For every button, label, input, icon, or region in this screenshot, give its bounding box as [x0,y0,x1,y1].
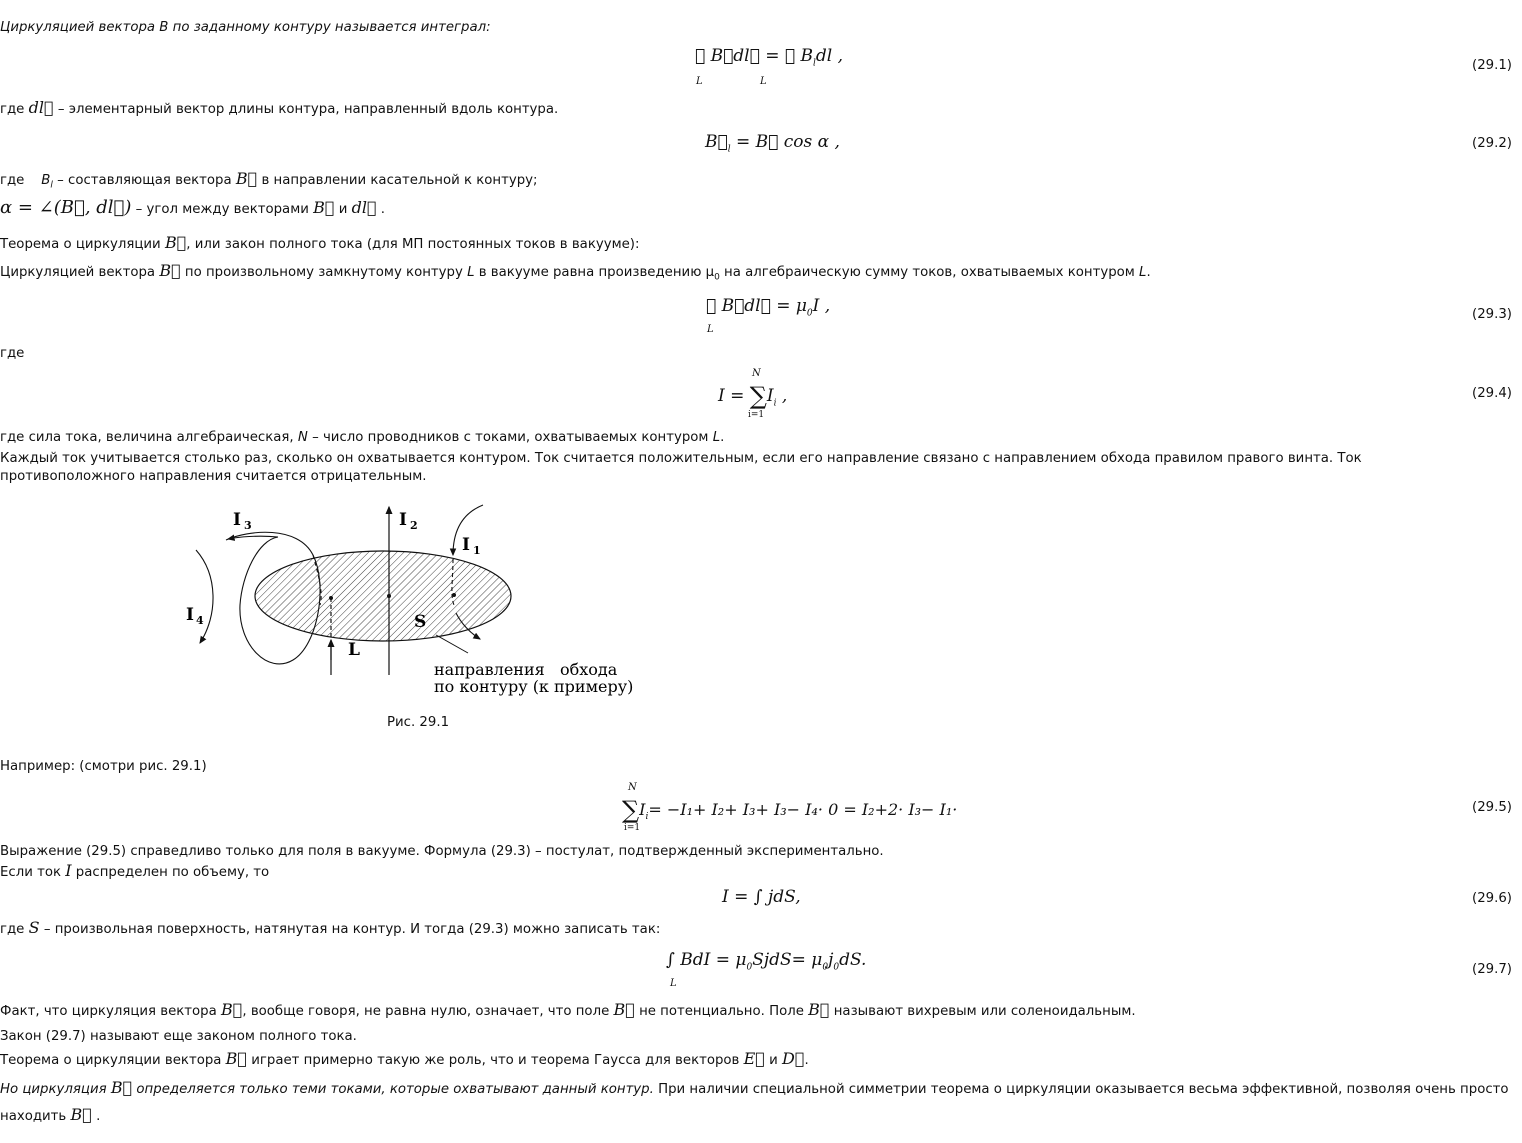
eq-number-29-5: (29.5) [1472,800,1512,815]
equation-29-5: $\sum I_i= -I_1+ I_2+ I_3+ I_3- I_4\cdot 0 = I_2+2\cdot I_3- I_1\cdot$ [622,796,958,824]
figure-29-1 [178,495,648,705]
bl-definition-line: где $B_l$ – составляющая вектора B⃗ в направлении касательной к контуру; [0,169,538,191]
equation-29-4-bottom: i=1 [748,410,765,420]
direction-label-2: по контуру (к примеру) [434,677,634,696]
find-b-line: находить B⃗ . [0,1105,101,1124]
circulation-note-line: Но циркуляция B⃗ определяется только теми токами, которые охватывают данный контур. При наличии специальной симметрии теорема о циркуляции оказывается весьма эффективной, позволяя очень просто [0,1078,1509,1097]
equation-29-1-under-right: L [760,76,767,87]
dl-definition-line: где dl⃗ – элементарный вектор длины контура, направленный вдоль контура. [0,98,559,117]
label-l: L [348,640,360,660]
equation-29-5-bottom: i=1 [624,823,641,833]
eq-number-29-6: (29.6) [1472,891,1512,906]
equation-29-6: I = ∫ jdS, [722,887,801,907]
current-definition-line: где сила тока, величина алгебраическая, N – число проводников с токами, охватываемых контуром L. [0,430,725,445]
equation-29-3-under: L [707,324,714,335]
surface-s-ellipse [255,551,511,641]
intro-line: Циркуляцией вектора В по заданному контуру называется интеграл: [0,20,491,35]
validity-line: Выражение (29.5) справедливо только для поля в вакууме. Формула (29.3) – постулат, подтвержденный экспериментально. [0,844,884,859]
label-s: S [414,612,427,632]
svg-text:2: 2 [410,519,418,532]
svg-text:4: 4 [196,614,204,627]
figure-caption: Рис. 29.1 [387,715,450,730]
current-i4-path [196,550,213,643]
direction-label-1: направления обхода [434,660,618,679]
label-i4: I [186,605,194,625]
eq-number-29-4: (29.4) [1472,386,1512,401]
full-current-law-line: Закон (29.7) называют еще законом полного тока. [0,1029,357,1044]
equation-29-4-top: N [752,368,761,379]
equation-29-1-under-left: L [696,76,703,87]
theorem-statement-line: Циркуляцией вектора B⃗ по произвольному замкнутому контуру L в вакууме равна произведению $\mu_0$ на алгебраическую сумму токов, охватываемых контуром L. [0,261,1151,283]
equation-29-4: $I = \sum I_i$ , [718,382,788,410]
b-vector-symbol: B⃗ [235,169,258,188]
equation-29-2: $B⃗_l$ = B⃗ cos α , [705,132,840,155]
svg-text:3: 3 [244,519,252,532]
theorem-title-line: Теорема о циркуляции B⃗, или закон полного тока (для МП постоянных токов в вакууме): [0,233,640,252]
sign-rule-paragraph: Каждый ток учитывается столько раз, сколько он охватывается контуром. Ток считается положительным, если его направление связано с направлением обхода правилом правого винта. Ток противоположного направления считается отрицательным. [0,451,1362,484]
gauss-comparison-line: Теорема о циркуляции вектора B⃗ играет примерно такую же роль, что и теорема Гаусса для векторов E⃗ и D⃗. [0,1049,809,1068]
eq-number-29-3: (29.3) [1472,307,1512,322]
label-i2: I [399,510,407,530]
equation-29-3: ∮ B⃗dl⃗ = $\mu_0I$ , [706,296,831,319]
equation-29-5-top: N [628,782,637,793]
equation-29-1: ∮ B⃗dl⃗ = ∮ $B_ldl$ , [695,46,844,69]
dl-vector-symbol: dl⃗ [28,98,54,117]
equation-29-7-under: L [670,978,677,989]
equation-29-7: ∫ BdI = $\mu_0SjdS= \mu_0j_0dS$. [666,950,867,973]
label-i3: I [233,510,241,530]
svg-text:1: 1 [473,544,481,557]
alpha-definition-line: α = ∠(B⃗, dl⃗) – угол между векторами B⃗ и dl⃗ . [0,197,386,218]
eq-number-29-1: (29.1) [1472,58,1512,73]
vortex-field-line: Факт, что циркуляция вектора B⃗, вообще говоря, не равна нулю, означает, что поле B⃗ не потенциально. Поле B⃗ называют вихревым или соленоидальным. [0,1000,1136,1019]
where-line: где [0,346,25,361]
label-i1: I [462,535,470,555]
volume-current-line: Если ток I распределен по объему, то [0,861,270,880]
example-line: Например: (смотри рис. 29.1) [0,759,207,774]
eq-number-29-2: (29.2) [1472,136,1512,151]
eq-number-29-7: (29.7) [1472,962,1512,977]
surface-definition-line: где S – произвольная поверхность, натянутая на контур. И тогда (29.3) можно записать так: [0,918,661,937]
